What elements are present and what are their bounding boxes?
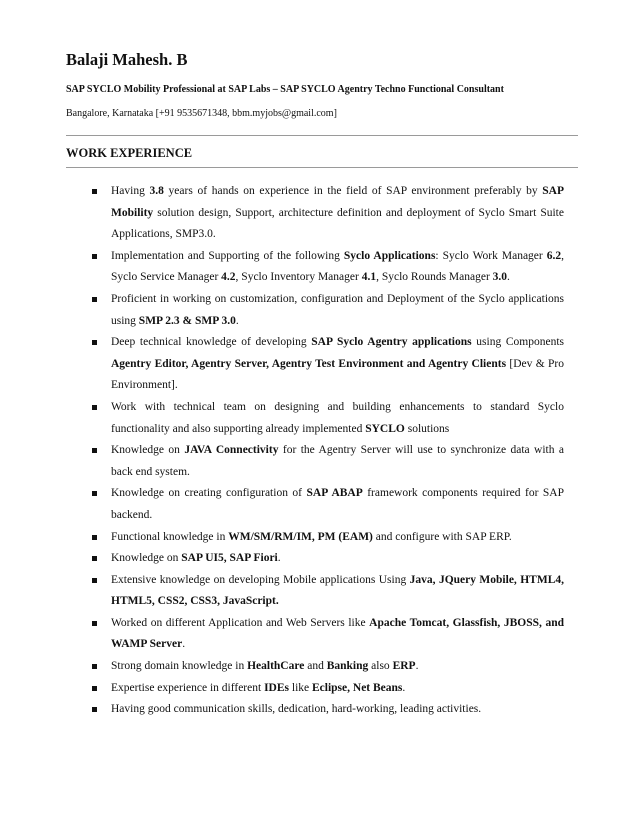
bullet-text: Strong domain knowledge in [111,660,248,673]
bullet-square-icon [92,664,97,669]
divider-top [66,135,578,136]
list-item [92,181,564,246]
bullet-text: using Components [471,336,565,349]
bullet-text-bold: Syclo Applications [343,249,436,262]
bullet-square-icon [92,578,97,583]
divider-bottom [66,167,578,168]
bullet-text-bold: SAP ABAP [306,487,363,500]
bullet-text-bold: 4.1 [361,271,377,284]
bullet-text: Knowledge on [111,444,185,457]
bullet-text-bold: 4.2 [221,271,236,284]
bullet-text: Worked on different Application and Web Servers like [111,616,370,629]
bullet-text-bold: HealthCare [247,660,305,673]
bullet-square-icon [92,535,97,540]
bullet-text: Having [111,185,150,197]
bullet-text-bold: SAP UI5, SAP Fiori [181,552,278,565]
bullet-text: . [235,314,239,327]
list-item [92,613,564,656]
bullet-text: , Syclo Rounds Manager [376,271,493,284]
bullet-text: Knowledge on creating configuration of [111,487,307,500]
bullet-square-icon [92,189,97,194]
list-item [92,656,564,678]
bullet-text-bold: SMP 2.3 & SMP 3.0 [138,314,236,327]
bullet-text-bold: Agentry Editor, Agentry Server, Agentry Test Environment and Agentry Clients [111,357,507,370]
bullet-text: Functional knowledge in [111,530,229,543]
list-item [92,332,564,397]
candidate-name: Balaji Mahesh. B [66,50,188,69]
list-item [92,289,564,332]
bullet-text-bold: Banking [326,660,369,673]
bullet-text-bold: 3.0 [492,271,508,284]
contact-info: Bangalore, Karnataka [+91 9535671348, bbm.myjobs@gmail.com] [66,108,337,119]
bullet-square-icon [92,621,97,626]
bullet-text-bold: JAVA Connectivity [184,444,279,457]
bullet-text: for the Agentry Server will use to synchronize data with a back end system. [111,444,565,478]
list-item [92,570,564,613]
bullet-text: framework components required for SAP backend. [111,487,564,521]
bullet-square-icon [92,556,97,561]
list-item [92,440,564,483]
bullet-text: Extensive knowledge on developing Mobile applications Using [111,573,410,586]
list-item [92,246,564,289]
bullet-text-bold: WM/SM/RM/IM, PM (EAM) [228,530,373,543]
bullet-text: : Syclo Work Manager [435,249,547,262]
list-item [92,483,564,526]
bullet-text-bold: 3.8 [149,185,164,197]
bullet-text: Work with technical team on designing and building enhancements to standard Syclo functionality and also supporting already implemented [111,400,564,435]
bullet-text: also [368,660,393,673]
bullet-text-bold: ERP [392,660,416,673]
list-item [92,699,564,721]
bullet-text: solution design, Support, architecture definition and deployment of Syclo Smart Suite Applications, SMP3.0. [111,206,564,241]
list-item [92,397,564,440]
bullet-text: Deep technical knowledge of developing [111,336,312,349]
bullet-text: Implementation and Supporting of the following [111,249,344,262]
bullet-text-bold: IDEs [264,681,289,694]
bullet-square-icon [92,340,97,345]
bullet-square-icon [92,448,97,453]
bullet-text-bold: Apache Tomcat, Glassfish, JBOSS, and WAMP Server [111,616,564,651]
bullet-text: . [415,660,419,673]
bullet-text: years of hands on experience in the field of SAP environment preferably by [163,185,543,197]
bullet-square-icon [92,491,97,496]
bullet-text: Having good communication skills, dedication, hard-working, leading activities. [111,703,482,716]
bullet-text: solutions [404,422,450,435]
bullet-square-icon [92,254,97,259]
list-item [92,548,564,570]
bullet-square-icon [92,707,97,712]
bullet-text-bold: SYCLO [365,422,405,435]
bullet-text: . [277,552,281,565]
bullet-text: Expertise experience in different [111,681,265,694]
bullet-text: , Syclo Service Manager [111,249,564,284]
bullet-text: [Dev & Pro Environment]. [111,357,564,392]
bullet-text: . [402,681,406,694]
bullet-text: Knowledge on [111,552,182,565]
bullet-text: like [289,681,312,694]
bullet-text: . [182,638,186,651]
bullet-square-icon [92,405,97,410]
bullet-text: and [304,660,327,673]
bullet-text: Proficient in working on customization, configuration and Deployment of the Syclo applications using [111,292,564,327]
professional-title: SAP SYCLO Mobility Professional at SAP Labs – SAP SYCLO Agentry Techno Functional Consultant [66,84,504,95]
bullet-text-bold: SAP Mobility [111,185,564,219]
bullet-text: and configure with SAP ERP. [372,530,512,543]
bullet-square-icon [92,686,97,691]
experience-list [92,181,564,721]
bullet-text-bold: Eclipse, Net Beans [312,681,403,694]
list-item [92,678,564,700]
list-item [92,527,564,549]
bullet-text: , Syclo Inventory Manager [235,271,362,284]
section-title-work-experience: WORK EXPERIENCE [66,146,193,160]
bullet-text-bold: Java, JQuery Mobile, HTML4, HTML5, CSS2, CSS3, JavaScript. [111,573,564,608]
bullet-square-icon [92,297,97,302]
bullet-text-bold: SAP Syclo Agentry applications [311,336,472,349]
bullet-text-bold: 6.2 [546,249,562,262]
bullet-text: . [507,271,510,284]
